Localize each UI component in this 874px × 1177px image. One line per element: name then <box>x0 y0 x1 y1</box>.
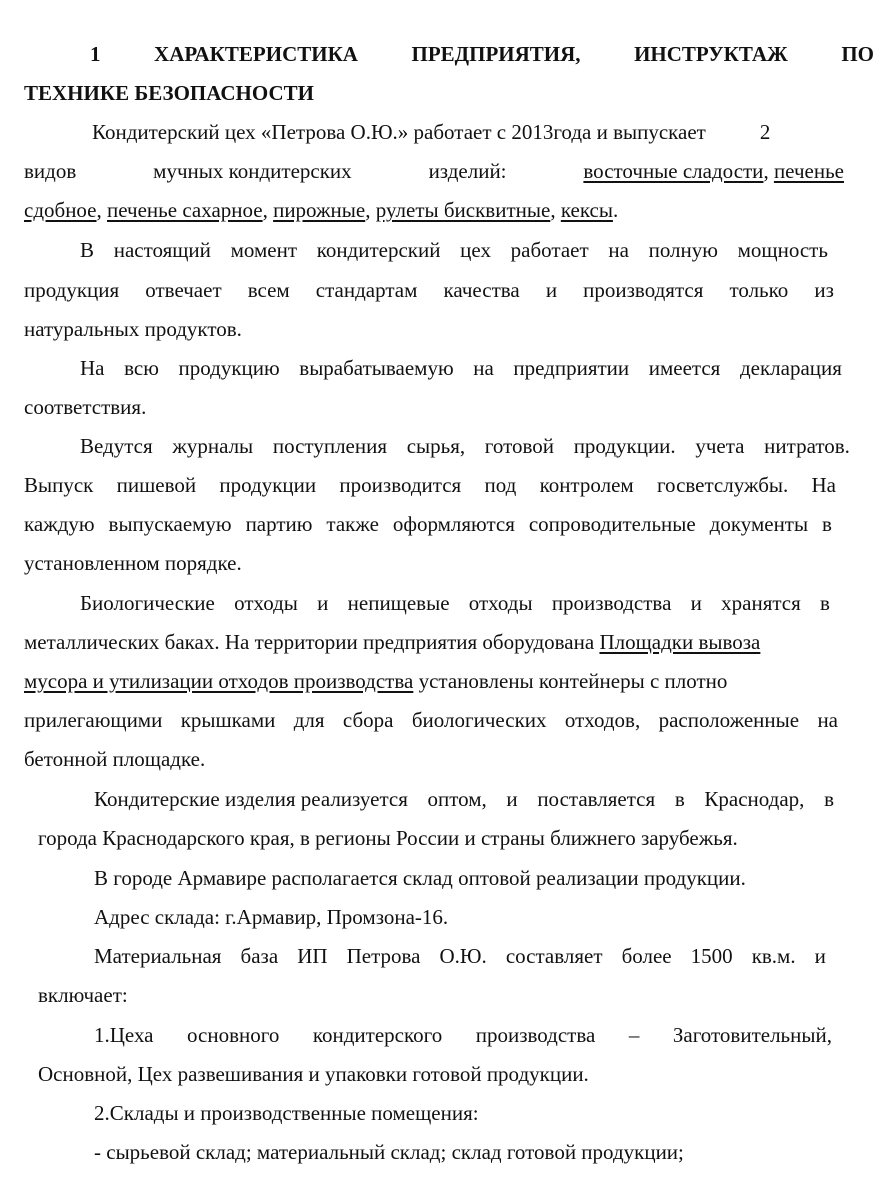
word: продукции. <box>573 434 676 458</box>
word: основного <box>187 1023 280 1047</box>
p2-line-3: натуральных продуктов. <box>24 317 242 341</box>
word: прилегающими <box>24 708 163 732</box>
p5-line-3 <box>24 667 727 695</box>
p8-line: Адрес склада: г.Армавир, Промзона-16. <box>94 905 449 929</box>
word: продукция <box>24 278 120 302</box>
p9-line-1 <box>94 942 826 970</box>
waste-area-link-cont[interactable]: мусора и утилизации отходов производства <box>24 669 414 693</box>
word: кв.м. <box>751 944 796 968</box>
waste-area-link[interactable]: Площадки вывоза <box>599 630 761 654</box>
p1-word: изделий: <box>428 159 507 183</box>
word: крышками <box>180 708 276 732</box>
p2-line-1 <box>80 236 828 264</box>
word: непищевые <box>347 591 450 615</box>
heading-word: ПРЕДПРИЯТИЯ, <box>411 42 581 66</box>
word: Биологические <box>80 591 215 615</box>
p11-line: 2.Склады и производственные помещения: <box>94 1101 479 1125</box>
word: момент <box>230 238 297 262</box>
p6-line-2: города Краснодарского края, в регионы России и страны ближнего зарубежья. <box>38 826 738 850</box>
word: и <box>506 787 518 811</box>
p3-line-2: соответствия. <box>24 395 147 419</box>
p1-line-3: сдобное, печенье сахарное, пирожные, рулеты бисквитные, кексы. <box>24 198 619 222</box>
p4-line-1 <box>80 432 850 460</box>
p10-line-2: Основной, Цех развешивания и упаковки готовой продукции. <box>38 1062 589 1086</box>
word: в <box>820 591 830 615</box>
p1-lead-text: Кондитерский цех «Петрова О.Ю.» работает с 2013года и выпускает <box>92 120 706 144</box>
p1-line-1 <box>92 118 770 146</box>
word: ИП <box>297 944 328 968</box>
word: и <box>317 591 329 615</box>
word: Выпуск <box>24 473 94 497</box>
word: стандартам <box>315 278 418 302</box>
product-item-link[interactable]: рулеты бисквитные <box>375 198 551 222</box>
word: 1500 <box>690 944 733 968</box>
word: полную <box>648 238 718 262</box>
p9-line-2: включает: <box>38 983 128 1007</box>
word: мощность <box>737 238 828 262</box>
word: Ведутся <box>80 434 153 458</box>
product-item-link[interactable]: пирожные <box>273 198 366 222</box>
word: О.Ю. <box>439 944 487 968</box>
word: более <box>621 944 672 968</box>
word: в <box>674 787 685 811</box>
word: На <box>811 473 836 497</box>
word: 1.Цеха <box>94 1023 154 1047</box>
word: производится <box>339 473 462 497</box>
word: учета <box>695 434 745 458</box>
word: – <box>628 1023 640 1047</box>
word: из <box>814 278 834 302</box>
word: всю <box>124 356 159 380</box>
word: партию <box>245 512 313 536</box>
p1-count: 2 <box>759 120 771 144</box>
word: расположенные <box>658 708 800 732</box>
p5-line-4 <box>24 706 838 734</box>
word: каждую <box>24 512 95 536</box>
word: Заготовительный, <box>672 1023 832 1047</box>
p5-line-1 <box>80 589 830 617</box>
word: и <box>690 591 702 615</box>
word: нитратов. <box>764 434 850 458</box>
word: журналы <box>172 434 254 458</box>
word: поставляется <box>537 787 656 811</box>
word: продукцию <box>178 356 280 380</box>
heading-line-2: ТЕХНИКЕ БЕЗОПАСНОСТИ <box>24 81 314 105</box>
word: госветслужбы. <box>656 473 789 497</box>
heading-word: ХАРАКТЕРИСТИКА <box>154 42 358 66</box>
word: биологических <box>411 708 547 732</box>
p6-line-1 <box>94 785 834 813</box>
word: Кондитерские изделия реализуется <box>94 787 408 811</box>
word: отвечает <box>145 278 222 302</box>
p4-line-3 <box>24 510 832 538</box>
word: документы <box>709 512 809 536</box>
word: выпускаемую <box>108 512 232 536</box>
word: производятся <box>583 278 704 302</box>
p4-line-4: установленном порядке. <box>24 551 242 575</box>
word: отходов, <box>564 708 641 732</box>
p1-word: мучных кондитерских <box>153 159 352 183</box>
p1-word: видов <box>24 159 77 183</box>
p5-line-5: бетонной площадке. <box>24 747 206 771</box>
word: вырабатываемую <box>299 356 454 380</box>
word: и <box>545 278 558 302</box>
word: поступления <box>272 434 388 458</box>
word: имеется <box>648 356 721 380</box>
word: кондитерский <box>316 238 441 262</box>
p4-line-2 <box>24 471 836 499</box>
word: всем <box>247 278 290 302</box>
p3-line-1 <box>80 354 842 382</box>
word: оптом, <box>427 787 487 811</box>
word: для <box>293 708 325 732</box>
word: Петрова <box>346 944 421 968</box>
p1-line-2: видов мучных кондитерских изделий: восточные сладости, печенье <box>24 159 844 183</box>
product-item-link[interactable]: восточные сладости <box>583 159 764 183</box>
word: цех <box>460 238 491 262</box>
word: база <box>240 944 279 968</box>
word: работает <box>510 238 589 262</box>
p10-line-1 <box>94 1021 832 1049</box>
word: составляет <box>505 944 603 968</box>
word: также <box>326 512 379 536</box>
word: Материальная <box>94 944 222 968</box>
word: пишевой <box>116 473 197 497</box>
word: На <box>80 356 105 380</box>
p5-text: металлических баках. На территории предприятия оборудована <box>24 630 595 654</box>
word: и <box>814 944 826 968</box>
p7-line: В городе Армавире располагается склад оптовой реализации продукции. <box>94 866 746 890</box>
word: в <box>822 512 832 536</box>
word: контролем <box>539 473 634 497</box>
word: настоящий <box>113 238 211 262</box>
p12-line: - сырьевой склад; материальный склад; склад готовой продукции; <box>94 1140 684 1164</box>
product-item-link[interactable]: сдобное <box>24 198 97 222</box>
word: в <box>824 787 834 811</box>
heading-word: ИНСТРУКТАЖ <box>634 42 788 66</box>
word: качества <box>443 278 520 302</box>
product-item-link[interactable]: печенье сахарное <box>107 198 263 222</box>
word: производства <box>475 1023 596 1047</box>
heading-number: 1 <box>90 42 101 66</box>
heading-word: ПО <box>841 42 874 66</box>
word: только <box>729 278 789 302</box>
word: предприятии <box>513 356 630 380</box>
word: готовой <box>484 434 555 458</box>
word: хранятся <box>721 591 801 615</box>
word: сопроводительные <box>528 512 696 536</box>
word: оформляются <box>392 512 515 536</box>
word: сырья, <box>406 434 466 458</box>
word: на <box>817 708 838 732</box>
p5-line-2 <box>24 628 760 656</box>
p2-line-2 <box>24 276 834 304</box>
heading-line-1 <box>90 40 874 68</box>
word: отходы <box>234 591 298 615</box>
p5-text: установлены контейнеры с плотно <box>418 669 728 693</box>
word: кондитерского <box>312 1023 443 1047</box>
word: отходы <box>468 591 533 615</box>
word: продукции <box>219 473 317 497</box>
product-item-link[interactable]: кексы <box>560 198 613 222</box>
word: под <box>484 473 517 497</box>
product-item-link[interactable]: печенье <box>773 159 844 183</box>
word: сбора <box>342 708 394 732</box>
word: на <box>608 238 629 262</box>
word: В <box>80 238 95 262</box>
word: Краснодар, <box>704 787 805 811</box>
word: декларация <box>739 356 842 380</box>
word: на <box>473 356 494 380</box>
word: производства <box>551 591 672 615</box>
